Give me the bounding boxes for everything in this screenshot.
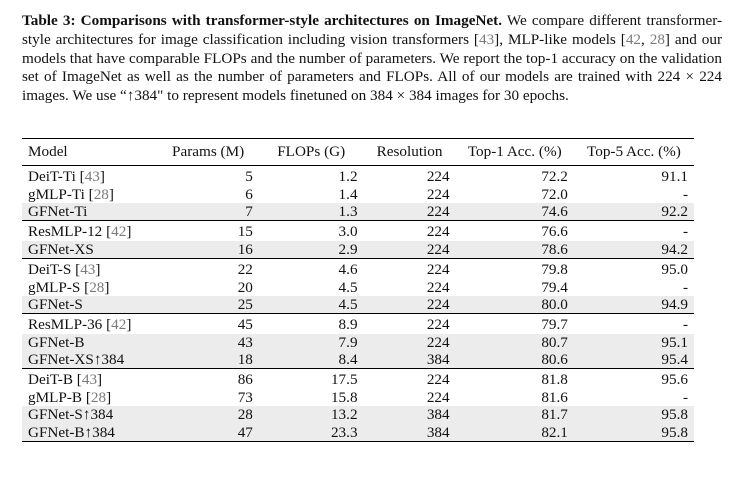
cell-model: ResMLP-36 [42] (28, 316, 132, 334)
model-name: DeiT-S (28, 261, 72, 279)
cell-top5: - (682, 278, 688, 296)
cell-params: 28 (157, 406, 259, 423)
cell-model: DeiT-B [43] (28, 371, 103, 389)
model-name: GFNet-B↑384 (28, 423, 115, 441)
table-row (22, 334, 694, 351)
cell-top1: 80.6 (456, 351, 574, 369)
caption-text: ], MLP-like models [ (494, 30, 626, 48)
cell-flops: 13.2 (259, 406, 364, 423)
caption-text: We compare different transformer-style architectures for image classification including vision transformers [ (22, 12, 722, 48)
table-group (22, 166, 694, 221)
cell-top5: 92.2 (574, 203, 694, 221)
cell-top5: 91.1 (661, 168, 688, 186)
cell-params: 7 (157, 203, 259, 221)
cell-top1: 79.8 (541, 261, 568, 279)
cell-model (22, 296, 157, 314)
cell-flops: 1.2 (338, 168, 358, 186)
cell-flops: 8.9 (338, 316, 358, 334)
cell-top1: 74.6 (456, 203, 574, 221)
model-name: DeiT-B (28, 371, 73, 389)
cell-top1: 79.4 (541, 278, 568, 296)
citation-link[interactable]: 28 (90, 388, 107, 406)
cell-top5: 95.8 (574, 423, 694, 441)
cell-top5: - (682, 316, 688, 334)
citation-link[interactable]: 42 (111, 223, 127, 241)
cell-top1: 82.1 (456, 423, 574, 441)
cell-params: 6 (245, 185, 253, 203)
cell-top1: 80.0 (456, 296, 574, 314)
cell-top5: 94.9 (574, 296, 694, 314)
cell-model (22, 241, 157, 259)
cell-top1: 81.6 (541, 388, 568, 406)
cell-flops: 23.3 (259, 423, 364, 441)
table-row (22, 258, 694, 278)
cell-resolution: 384 (364, 423, 456, 441)
header-params: Params (M) (172, 143, 245, 160)
cell-model (22, 423, 157, 441)
cell-params: 86 (237, 371, 253, 389)
cell-top1: 76.6 (541, 223, 568, 241)
model-name: gMLP-S (28, 278, 81, 296)
cell-params: 15 (237, 223, 253, 241)
cell-top1: 81.7 (456, 406, 574, 423)
table-row (22, 351, 694, 369)
cell-top5: - (682, 185, 688, 203)
cell-params: 25 (157, 296, 259, 314)
cell-resolution: 224 (364, 241, 456, 259)
model-name: GFNet-XS↑384 (28, 351, 125, 369)
cell-flops: 3.0 (338, 223, 358, 241)
table-header (22, 139, 694, 166)
cell-params: 18 (157, 351, 259, 369)
cell-resolution: 224 (426, 168, 450, 186)
cell-resolution: 224 (426, 185, 450, 203)
cell-params: 5 (245, 168, 253, 186)
cell-params: 22 (237, 261, 253, 279)
cell-flops: 4.5 (259, 296, 364, 314)
cell-resolution: 224 (426, 388, 450, 406)
cell-flops: 4.6 (338, 261, 358, 279)
cell-resolution: 224 (426, 278, 450, 296)
citation-link[interactable]: 42 (111, 316, 127, 334)
header-row (22, 139, 694, 166)
citation-link[interactable]: 43 (81, 371, 98, 389)
model-name: GFNet-S↑384 (28, 406, 114, 424)
cell-params: 43 (157, 334, 259, 351)
cell-params: 47 (157, 423, 259, 441)
model-name: GFNet-XS (28, 240, 94, 258)
cell-flops: 2.9 (259, 241, 364, 259)
caption-label: Table 3: (22, 12, 76, 29)
model-name: gMLP-B (28, 388, 83, 406)
cell-params: 20 (237, 278, 253, 296)
model-name: GFNet-Ti (28, 202, 88, 220)
table-caption (22, 12, 722, 106)
table-row (22, 369, 694, 389)
cell-model (22, 406, 157, 423)
header-flops: FLOPs (G) (277, 143, 346, 160)
cell-top1: 72.2 (541, 168, 568, 186)
header-top1: Top-1 Acc. (%) (467, 143, 562, 160)
cell-flops: 7.9 (259, 334, 364, 351)
citation-link[interactable]: 28 (649, 30, 665, 48)
cell-top5: - (682, 388, 688, 406)
table-row (22, 203, 694, 221)
cell-flops: 8.4 (259, 351, 364, 369)
cell-model (22, 351, 157, 369)
citation-link[interactable]: 43 (80, 261, 96, 279)
cell-top5: 95.1 (574, 334, 694, 351)
cell-top5: - (682, 223, 688, 241)
table-row (22, 389, 694, 406)
cell-top5: 95.8 (574, 406, 694, 423)
model-name: GFNet-B (28, 333, 85, 351)
table-group (22, 369, 694, 442)
cell-model (22, 203, 157, 221)
cell-resolution: 224 (364, 334, 456, 351)
model-name: gMLP-Ti (28, 185, 85, 203)
table-row (22, 278, 694, 295)
model-name: DeiT-Ti (28, 168, 76, 186)
model-name: ResMLP-36 (28, 316, 103, 334)
cell-model: gMLP-S [28] (28, 278, 110, 296)
cell-model (22, 334, 157, 351)
cell-top1: 78.6 (456, 241, 574, 259)
caption-title: Comparisons with transformer-style architectures on ImageNet. (80, 12, 503, 29)
cell-flops: 1.4 (338, 185, 358, 203)
table-row (22, 314, 694, 334)
table-row (22, 241, 694, 259)
table-row (22, 296, 694, 314)
cell-resolution: 224 (364, 203, 456, 221)
cell-model: gMLP-Ti [28] (28, 185, 114, 203)
cell-flops: 15.8 (330, 388, 358, 406)
cell-resolution: 384 (364, 351, 456, 369)
citation-link[interactable]: 28 (93, 185, 109, 203)
cell-params: 73 (237, 388, 253, 406)
comparison-table (22, 138, 694, 442)
cell-model: DeiT-Ti [43] (28, 168, 105, 186)
cell-top1: 81.8 (541, 371, 568, 389)
citation-link[interactable]: 42 (625, 30, 641, 48)
header-top5: Top-5 Acc. (%) (587, 143, 681, 160)
cell-resolution: 224 (364, 296, 456, 314)
cell-top5: 95.4 (574, 351, 694, 369)
header-resolution: Resolution (376, 143, 443, 160)
caption-text: , (641, 30, 650, 48)
cell-top5: 95.0 (661, 261, 688, 279)
cell-flops: 1.3 (259, 203, 364, 221)
table-row (22, 166, 694, 186)
table-row (22, 406, 694, 423)
table-row (22, 185, 694, 202)
table-group (22, 221, 694, 259)
cell-top5: 94.2 (574, 241, 694, 259)
cell-top1: 80.7 (456, 334, 574, 351)
cell-resolution: 224 (426, 316, 450, 334)
cell-model: ResMLP-12 [42] (28, 223, 132, 241)
cell-resolution: 224 (426, 261, 450, 279)
table-row (22, 221, 694, 241)
cell-top5: 95.6 (661, 371, 688, 389)
model-name: GFNet-S (28, 295, 83, 313)
cell-flops: 4.5 (338, 278, 358, 296)
table-group (22, 314, 694, 369)
model-name: ResMLP-12 (28, 223, 103, 241)
caption-text: ] and our models that have comparable FLOPs and the number of parameters. We report the top-1 accuracy on the validation set of ImageNet as well as the number of parameters and FLOPs. All of our models are trained with 224 × 224 images. We use “↑384" to represent models finetuned on 384 × 384 images for 30 epochs. (22, 30, 723, 105)
table-row (22, 423, 694, 441)
cell-top1: 79.7 (541, 316, 568, 334)
citation-link[interactable]: 43 (84, 168, 100, 186)
citation-link[interactable]: 28 (89, 278, 105, 296)
cell-resolution: 224 (426, 371, 450, 389)
cell-resolution: 224 (426, 223, 450, 241)
cell-flops: 17.5 (330, 371, 358, 389)
cell-top1: 72.0 (541, 185, 568, 203)
table-group (22, 258, 694, 313)
citation-link[interactable]: 43 (478, 30, 495, 48)
cell-model: gMLP-B [28] (28, 388, 112, 406)
cell-model: DeiT-S [43] (28, 261, 101, 279)
cell-params: 16 (157, 241, 259, 259)
cell-params: 45 (237, 316, 253, 334)
header-model: Model (28, 143, 68, 160)
cell-resolution: 384 (364, 406, 456, 423)
